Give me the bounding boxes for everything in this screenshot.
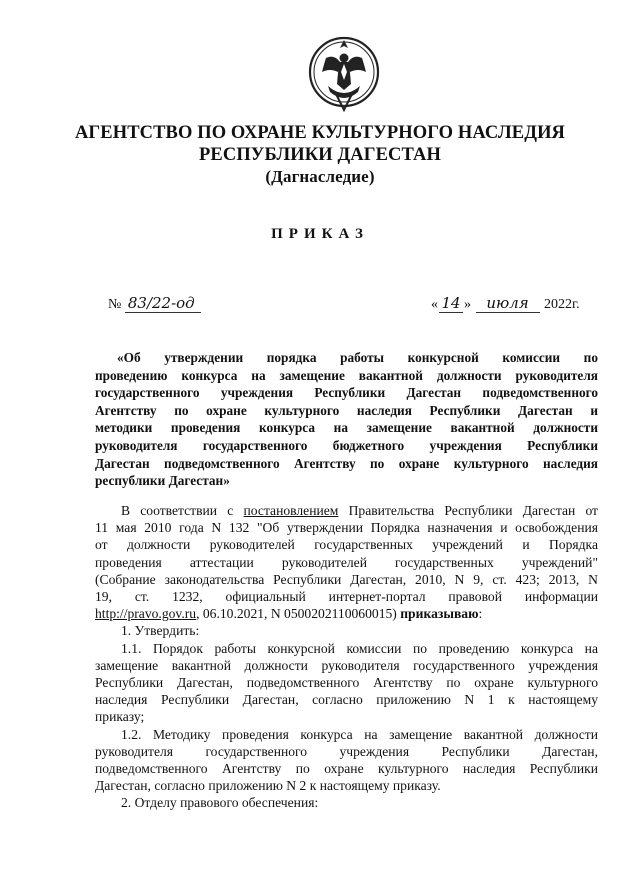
agency-short-name: (Дагнаследие) bbox=[265, 167, 375, 186]
agency-name-line-2: РЕСПУБЛИКИ ДАГЕСТАН bbox=[199, 145, 441, 165]
body-line: 1. Утвердить: bbox=[121, 623, 200, 639]
body-line: наследия Республики Дагестан, согласно приложению N 1 к настоящему bbox=[95, 692, 598, 708]
subject-line: проведению конкурса на замещение вакантной должности руководителя bbox=[95, 367, 598, 383]
body-line: приказу; bbox=[95, 709, 145, 725]
coat-of-arms-icon bbox=[306, 28, 382, 118]
body-line: замещение вакантной должности руководителя государственного учреждения bbox=[95, 657, 598, 673]
subject-line: республики Дагестан» bbox=[95, 473, 230, 489]
order-date bbox=[431, 294, 580, 313]
subject-line: методики проведения конкурса на замещение вакантной должности bbox=[95, 420, 598, 436]
order-title: ПРИКАЗ bbox=[271, 226, 369, 242]
order-verb: приказываю bbox=[400, 606, 479, 622]
date-close-quote: » bbox=[464, 297, 471, 312]
body-line bbox=[95, 502, 598, 519]
body-line: 1.1. Порядок работы конкурсной комиссии по проведению конкурса на bbox=[121, 640, 598, 656]
subject-line: Агентству по охране культурного наследия Республики Дагестан и bbox=[95, 402, 598, 418]
body-line: Республики Дагестан, подведомственного Агентству по охране культурного bbox=[95, 675, 598, 691]
body-line: проведения аттестации руководителей государственных учреждений" bbox=[95, 554, 598, 570]
date-year: 2022г. bbox=[544, 297, 580, 312]
number-sign: № bbox=[108, 297, 122, 312]
body-text: В соответствии с bbox=[121, 503, 244, 518]
order-body bbox=[95, 502, 598, 812]
resolution-link-text: постановлением bbox=[243, 503, 339, 518]
order-number bbox=[108, 294, 201, 313]
order-number-handwritten: 83/22-од bbox=[125, 294, 201, 313]
subject-line: «Об утверждении порядка работы конкурсной комиссии по bbox=[117, 350, 598, 365]
subject-line: Дагестан подведомственного Агентству по охране культурного наследия bbox=[95, 455, 598, 471]
body-line: Дагестан, согласно приложению N 2 к настоящему приказу. bbox=[95, 778, 441, 794]
body-line bbox=[95, 605, 598, 622]
date-month-handwritten: июля bbox=[476, 294, 540, 313]
date-open-quote: « bbox=[431, 297, 438, 312]
body-text: : bbox=[478, 606, 483, 622]
body-line: 19, ст. 1232, официальный интернет-портал правовой информации bbox=[95, 589, 598, 605]
body-line: подведомственного Агентству по охране культурного наследия Республики bbox=[95, 761, 598, 777]
body-line: от должности руководителей государственных учреждений и Порядка bbox=[95, 537, 598, 553]
subject-line: руководителя государственного бюджетного учреждения Республики bbox=[95, 437, 598, 453]
body-line: (Собрание законодательства Республики Дагестан, 2010, N 9, ст. 423; 2013, N bbox=[95, 571, 598, 587]
body-line: 11 мая 2010 года N 132 "Об утверждении Порядка назначения и освобождения bbox=[95, 520, 598, 536]
agency-name-line-1: АГЕНТСТВО ПО ОХРАНЕ КУЛЬТУРНОГО НАСЛЕДИЯ bbox=[74, 123, 566, 143]
body-line: руководителя государственного учреждения Республики Дагестан, bbox=[95, 743, 598, 759]
body-text: , 06.10.2021, N 0500202110060015) bbox=[196, 606, 401, 622]
pravo-link-text: http://pravo.gov.ru bbox=[95, 606, 197, 622]
subject-line: государственного учреждения Республики Дагестан подведомственного bbox=[95, 385, 598, 401]
body-line: 1.2. Методику проведения конкурса на замещение вакантной должности bbox=[121, 726, 598, 742]
body-line: 2. Отделу правового обеспечения: bbox=[121, 795, 319, 811]
date-day-handwritten: 14 bbox=[439, 294, 463, 313]
body-text: Правительства Республики Дагестан от bbox=[338, 503, 598, 518]
order-subject bbox=[95, 349, 598, 490]
